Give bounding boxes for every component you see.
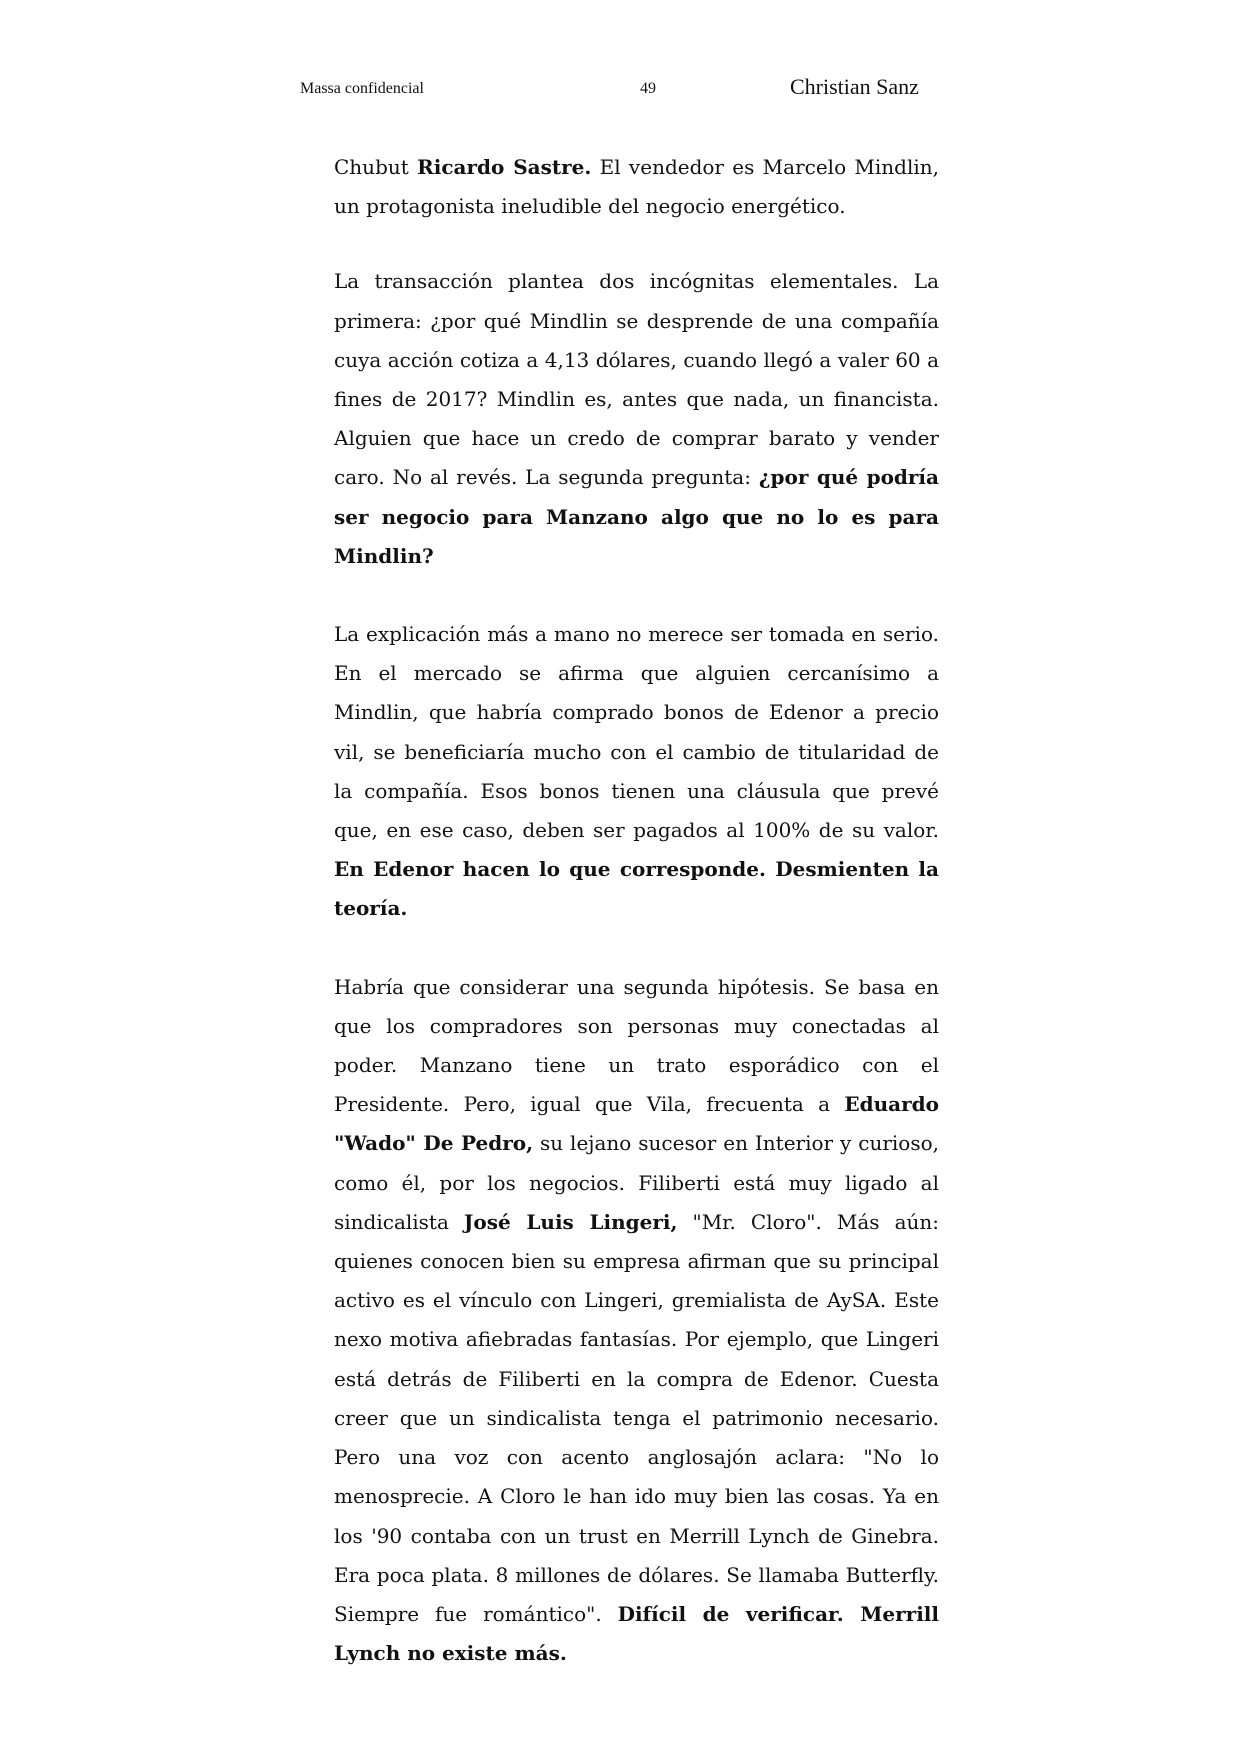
bold-text-run: ¿por qué podría ser negocio para Manzano algo que no lo es para Mindlin?	[334, 465, 939, 568]
text-run: su lejano sucesor en Interior y curioso, como él, por los negocios. Filiberti está muy ligado al sindicalista	[334, 1131, 940, 1234]
text-run: La explicación más a mano no merece ser tomada en serio. En el mercado se afirma que alguien cercanísimo a Mindlin, que habría comprado bonos de Edenor a precio vil, se beneficiaría mucho con el cambio de titularidad de la compañía. Esos bonos tienen una cláusula que prevé que, en ese caso, deben ser pagados al 100% de su valor.	[334, 622, 939, 843]
paragraph	[334, 262, 939, 576]
page-header	[0, 68, 1241, 108]
bold-text-run: Difícil de verificar. Merrill Lynch no existe más.	[334, 1601, 939, 1666]
text-run: Chubut	[334, 155, 418, 179]
bold-text-run: En Edenor hacen lo que corresponde. Desmienten la teoría.	[334, 857, 939, 921]
text-run: El vendedor es Marcelo Mindlin, un protagonista ineludible del negocio energético.	[334, 155, 939, 219]
text-run: "Mr. Cloro". Más aún: quienes conocen bien su empresa afirman que su principal activo es el vínculo con Lingeri, gremialista de AySA. Este nexo motiva afiebradas fantasías. Por ejemplo, que Lingeri está detrás de Filiberti en la compra de Edenor. Cuesta creer que un sindicalista tenga el patrimonio necesario. Pero una voz con acento anglosajón aclara: "No lo menosprecie. A Cloro le han ido muy bien las cosas. Ya en los '90 contaba con un trust en Merrill Lynch de Ginebra. Era poca plata. 8 millones de dólares. Se llamaba Butterfly. Siempre fue romántico".	[334, 1209, 939, 1626]
text-run: La transacción plantea dos incógnitas elementales. La primera: ¿por qué Mindlin se desprende de una compañía cuya acción cotiza a 4,13 dólares, cuando llegó a valer 60 a fines de 2017? Mindlin es, antes que nada, un financista. Alguien que hace un credo de comprar barato y vender caro. No al revés. La segunda pregunta:	[334, 269, 939, 490]
text-run: Habría que considerar una segunda hipótesis. Se basa en que los compradores son personas muy conectadas al poder. Manzano tiene un trato esporádico con el Presidente. Pero, igual que Vila, frecuenta a	[334, 974, 939, 1117]
author-name: Christian Sanz	[790, 74, 919, 99]
bold-text-run: Eduardo "Wado" De Pedro,	[334, 1092, 939, 1156]
bold-text-run: José Luis Lingeri,	[463, 1209, 678, 1234]
bold-text-run: Ricardo Sastre.	[417, 155, 592, 179]
running-title: Massa confidencial	[300, 80, 424, 97]
paragraph	[334, 615, 939, 929]
paragraph	[334, 148, 939, 226]
body-text	[334, 148, 939, 1712]
page-number: 49	[640, 80, 656, 97]
paragraph	[334, 968, 939, 1674]
